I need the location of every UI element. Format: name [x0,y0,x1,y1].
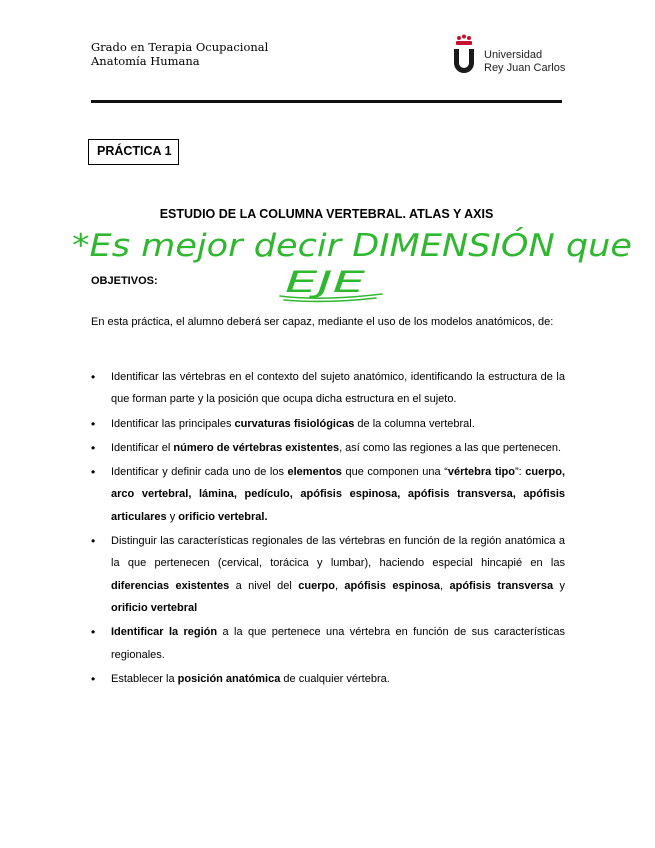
university-line-1: Universidad [484,49,543,61]
list-item: • Identificar el número de vértebras existentes, así como las regiones a las que pertenecen. [91,437,565,459]
annotation-line-2: EJE [285,265,367,299]
list-item: • Identificar la región a la que pertenece una vértebra en función de sus características regionales. [91,621,565,666]
intro-paragraph: En esta práctica, el alumno deberá ser capaz, mediante el uso de los modelos anatómicos, de: [91,316,554,328]
list-item: • Establecer la posición anatómica de cualquier vértebra. [91,668,565,690]
university-logo [452,34,565,76]
course-header [91,40,268,68]
list-item: • Identificar y definir cada uno de los elementos que componen una “vértebra tipo”: cuerpo, arco vertebral, lámina, pedículo, apófisis espinosa, apófisis transversa, apófisis articulares y orificio vertebral. [91,461,565,528]
course-name: Grado en Terapia Ocupacional [91,40,269,54]
objectives-list [91,366,565,692]
annotation-underline [280,294,382,298]
list-item: • Identificar las principales curvaturas fisiológicas de la columna vertebral. [91,413,565,435]
university-line-2: Rey Juan Carlos [484,62,566,74]
practice-label: PRÁCTICA 1 [88,139,179,165]
list-item: • Identificar las vértebras en el contexto del sujeto anatómico, identificando la estructura de la que forman parte y la posición que ocupa dicha estructura en el sujeto. [91,366,565,411]
document-title: ESTUDIO DE LA COLUMNA VERTEBRAL. ATLAS Y AXIS [159,207,494,221]
header-divider [91,100,562,103]
urjc-emblem-icon [452,34,476,76]
annotation-underline-2 [284,298,376,301]
university-name [484,49,565,75]
subject-name: Anatomía Humana [91,54,200,68]
objectives-heading: OBJETIVOS: [91,275,158,287]
list-item: • Distinguir las características regionales de las vértebras en función de la región anatómica a la que pertenecen (cervical, torácica y lumbar), haciendo especial hincapié en las diferencias existentes a nivel del cuerpo, apófisis espinosa, apófisis transversa y orificio vertebral [91,530,565,619]
annotation-line-1: *Es mejor decir DIMENSIÓN que [72,228,567,264]
